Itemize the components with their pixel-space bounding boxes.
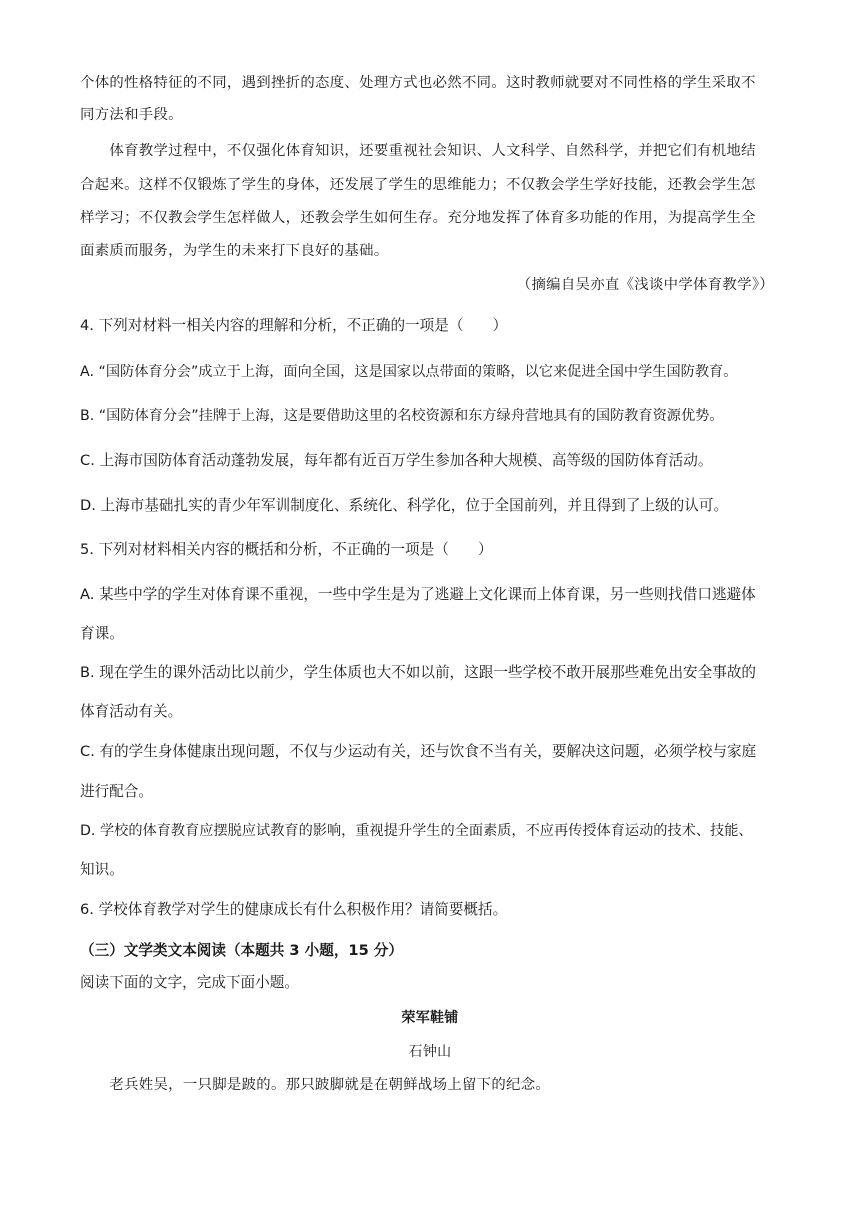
question-5-stem: 5. 下列对材料相关内容的概括和分析，不正确的一项是（ ） bbox=[80, 541, 493, 558]
passage-line: 同方法和手段。 bbox=[80, 107, 183, 123]
question-5-option-c: C. 有的学生身体健康出现问题，不仅与少运动有关，还与饮食不当有关，要解决这问题，必须学校与家庭 bbox=[80, 743, 757, 760]
section-heading: （三）文学类文本阅读（本题共 3 小题，15 分） bbox=[80, 942, 403, 959]
question-4-stem: 4. 下列对材料一相关内容的理解和分析，不正确的一项是（ ） bbox=[80, 317, 508, 334]
question-5-option-a-cont: 育课。 bbox=[80, 625, 124, 642]
story-author: 石钟山 bbox=[408, 1044, 452, 1060]
passage-line: 样学习；不仅教会学生怎样做人，还教会学生如何生存。充分地发挥了体育多功能的作用，为提高学生全 bbox=[80, 210, 756, 226]
question-5-option-d: D. 学校的体育教育应摆脱应试教育的影响，重视提升学生的全面素质，不应再传授体育运动的技术、技能、 bbox=[80, 823, 753, 839]
question-6-stem: 6. 学校体育教学对学生的健康成长有什么积极作用？请简要概括。 bbox=[80, 901, 508, 918]
question-4-option-b: B. “国防体育分会”挂牌于上海，这是要借助这里的名校资源和东方绿舟营地具有的国防教育资源优势。 bbox=[80, 408, 724, 424]
question-4-option-a: A. “国防体育分会”成立于上海，面向全国，这是国家以点带面的策略，以它来促进全国中学生国防教育。 bbox=[80, 364, 738, 380]
question-5-option-b: B. 现在学生的课外活动比以前少，学生体质也大不如以前，这跟一些学校不敢开展那些难免出安全事故的 bbox=[80, 664, 757, 681]
section-instruction: 阅读下面的文字，完成下面小题。 bbox=[80, 974, 299, 991]
question-5-option-b-cont: 体育活动有关。 bbox=[80, 703, 183, 720]
passage-line: 体育教学过程中，不仅强化体育知识，还要重视社会知识、人文科学、自然科学，并把它们有机地结 bbox=[80, 143, 756, 159]
passage-line: 面素质而服务，为学生的未来打下良好的基础。 bbox=[80, 243, 389, 259]
story-first-line: 老兵姓吴，一只脚是跛的。那只跛脚就是在朝鲜战场上留下的纪念。 bbox=[80, 1077, 551, 1093]
question-5-option-d-cont: 知识。 bbox=[80, 861, 124, 878]
source-citation: （摘编自吴亦直《浅谈中学体育教学》） bbox=[516, 277, 774, 293]
question-4-option-c: C. 上海市国防体育活动蓬勃发展，每年都有近百万学生参加各种大规模、高等级的国防体育活动。 bbox=[80, 452, 713, 469]
question-5-option-a: A. 某些中学的学生对体育课不重视，一些中学生是为了逃避上文化课而上体育课，另一些则找借口逃避体 bbox=[80, 586, 756, 603]
story-title: 荣军鞋铺 bbox=[401, 1010, 459, 1026]
question-4-option-d: D. 上海市基础扎实的青少年军训制度化、系统化、科学化，位于全国前列，并且得到了上级的认可。 bbox=[80, 497, 729, 514]
question-5-option-c-cont: 进行配合。 bbox=[80, 783, 153, 800]
passage-line: 个体的性格特征的不同，遇到挫折的态度、处理方式也必然不同。这时教师就要对不同性格的学生采取不 bbox=[80, 75, 756, 91]
passage-line: 合起来。这样不仅锻炼了学生的身体，还发展了学生的思维能力；不仅教会学生学好技能，还教会学生怎 bbox=[80, 177, 756, 193]
